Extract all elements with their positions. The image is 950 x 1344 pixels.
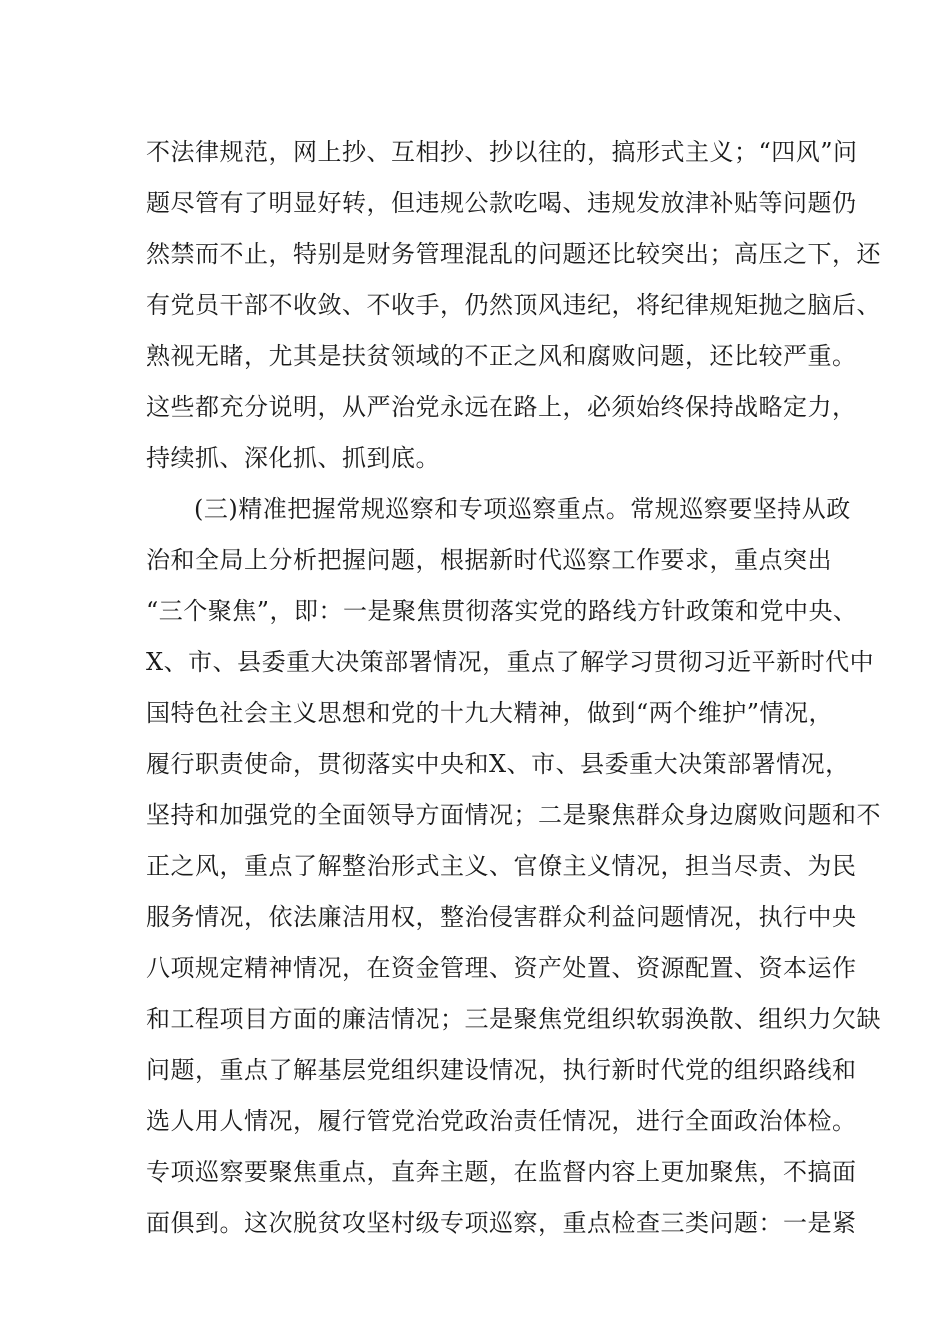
text-line: 这些都充分说明，从严治党永远在路上，必须始终保持战略定力， <box>146 393 857 421</box>
text-line: “三个聚焦”，即：一是聚焦贯彻落实党的路线方针政策和党中央、 <box>146 597 858 625</box>
text-line: 持续抓、深化抓、抓到底。 <box>146 444 440 472</box>
text-line: 问题，重点了解基层党组织建设情况，执行新时代党的组织路线和 <box>146 1056 857 1084</box>
text-line: 正之风，重点了解整治形式主义、官僚主义情况，担当尽责、为民 <box>146 852 857 880</box>
text-line: 专项巡察要聚焦重点，直奔主题，在监督内容上更加聚焦，不搞面 <box>146 1158 857 1186</box>
text-line: 然禁而不止，特别是财务管理混乱的问题还比较突出；高压之下，还 <box>146 240 881 268</box>
text-line: 治和全局上分析把握问题，根据新时代巡察工作要求，重点突出 <box>146 546 832 574</box>
text-line: X、市、县委重大决策部署情况，重点了解学习贯彻习近平新时代中 <box>146 648 875 676</box>
text-line: 选人用人情况，履行管党治党政治责任情况，进行全面政治体检。 <box>146 1107 857 1135</box>
text-line: 和工程项目方面的廉洁情况；三是聚焦党组织软弱涣散、组织力欠缺 <box>146 1005 881 1033</box>
text-line: 面俱到。这次脱贫攻坚村级专项巡察，重点检查三类问题：一是紧 <box>146 1209 857 1237</box>
text-line: 八项规定精神情况，在资金管理、资产处置、资源配置、资本运作 <box>146 954 857 982</box>
text-line: 履行职责使命，贯彻落实中央和X、市、县委重大决策部署情况， <box>146 750 850 778</box>
text-line: 有党员干部不收敛、不收手，仍然顶风违纪，将纪律规矩抛之脑后、 <box>146 291 881 319</box>
text-line: 坚持和加强党的全面领导方面情况；二是聚焦群众身边腐败问题和不 <box>146 801 881 829</box>
text-line: 熟视无睹，尤其是扶贫领域的不正之风和腐败问题，还比较严重。 <box>146 342 857 370</box>
text-line: 服务情况，依法廉洁用权，整治侵害群众利益问题情况，执行中央 <box>146 903 857 931</box>
text-line: 不法律规范，网上抄、互相抄、抄以往的，搞形式主义；“四风”问 <box>146 138 858 166</box>
text-line: 国特色社会主义思想和党的十九大精神，做到“两个维护”情况， <box>146 699 834 727</box>
text-line: 题尽管有了明显好转，但违规公款吃喝、违规发放津补贴等问题仍 <box>146 189 857 217</box>
body-text <box>146 133 881 1255</box>
section-heading-line: (三)精准把握常规巡察和专项巡察重点。常规巡察要坚持从政 <box>194 495 851 523</box>
